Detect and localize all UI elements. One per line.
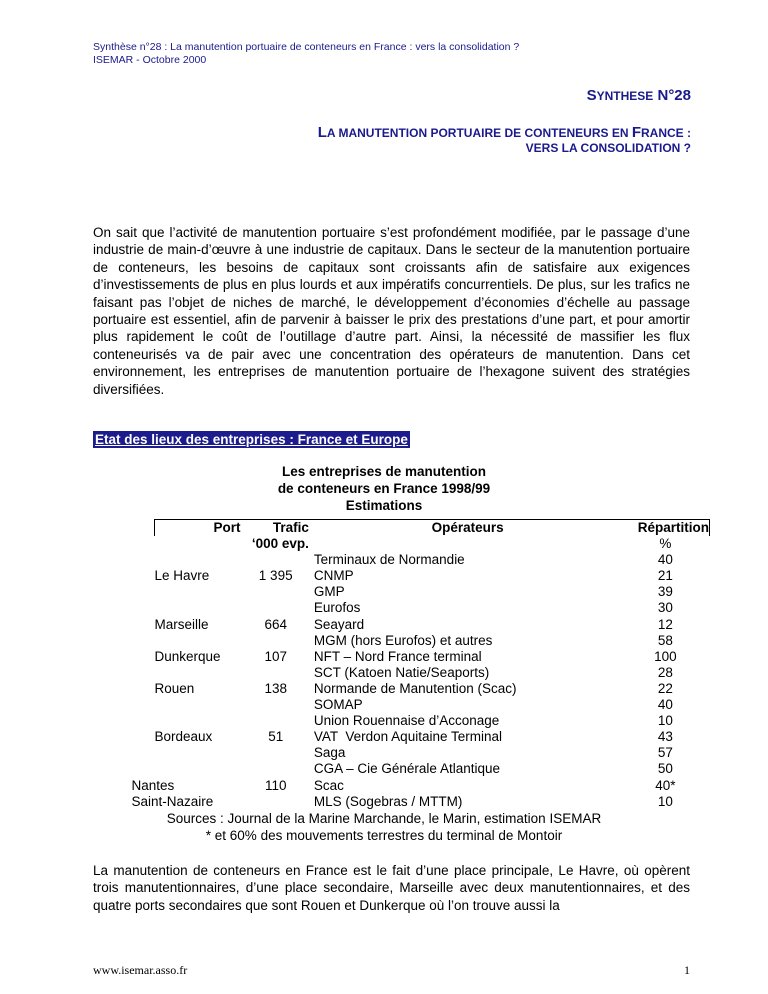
share-cell: 28 [657,664,673,680]
col-header-trafic: Trafic [243,520,309,537]
operator-cell: Seayard [313,616,365,632]
trafic-cell: 138 [264,680,287,696]
operator-cell: Normande de Manutention (Scac) [313,680,517,696]
col-header-trafic-unit: ‘000 evp. [251,536,309,552]
share-cell: 21 [657,568,673,584]
trafic-cell: 51 [268,729,284,745]
operators-table [131,519,710,810]
share-cell: 39 [657,584,673,600]
trafic-cell: 107 [264,648,287,664]
table-caption-line-2: de conteneurs en France 1998/99 [277,481,491,496]
share-cell: 40 [657,552,673,568]
body-paragraph: La manutention de conteneurs en France est le fait d’une place principale, Le Havre, où opèrent trois manutentionnaires, d’une place secondaire, Marseille avec deux manutentionnaires, et des quatre ports secondaires que sont Rouen et Dunkerque où l’on trouve aussi la [93,863,690,913]
document-title-line-2: VERS LA CONSOLIDATION ? [525,141,691,155]
share-cell: 30 [657,600,673,616]
sources-line: Sources : Journal de la Marine Marchande, le Marin, estimation ISEMAR [166,811,602,826]
page-number: 1 [684,963,690,977]
port-cell [131,761,243,809]
operator-cell: VAT Verdon Aquitaine Terminal [313,729,502,745]
share-cell: 22 [657,680,673,696]
share-cell: 10 [657,793,673,809]
footnote-line: * et 60% des mouvements terrestres du terminal de Montoir [205,828,563,843]
footer-website: www.isemar.asso.fr [93,963,188,977]
operator-cell: MLS (Sogebras / MTTM) [313,793,463,809]
table-sources [0,810,768,844]
operator-cell: Union Rouennaise d’Acconage [313,713,500,729]
share-cell: 12 [657,616,673,632]
intro-paragraph: On sait que l’activité de manutention portuaire s’est profondément modifiée, par le passage d’une industrie de main-d’œuvre à une industrie de capitaux. Dans le secteur de la manutention portuaire de conteneurs, les besoins de capitaux sont croissants afin de satisfaire aux exigences d’investissements de plus en plus lourds et aux impératifs concurrentiels. De plus, sur les trafics ne faisant pas l’objet de niches de marché, le développement d’économies d’échelle au passage portuaire est essentiel, afin de parvenir à baisser le prix des prestations d’une part, et pour amortir plus rapidement le coût de l’outillage d’autre part. Ainsi, la nécessité de massifier les flux conteneurisés va de pair avec une concentration des opérateurs de manutention. Dans cet environnement, les entreprises de manutention portuaire de l’hexagone suivent des stratégies diversifiées. [93,225,690,397]
col-header-repartition-unit: % [659,536,672,552]
port-cell: Rouen [154,680,195,696]
port-cell: Dunkerque [154,648,221,664]
trafic-cell: 1 395 [258,568,293,584]
trafic-cell: 664 [264,616,287,632]
table-row [155,552,710,568]
operator-cell: Terminaux de Normandie [313,552,465,568]
operator-cell: Saga [313,745,346,761]
share-cell: 58 [657,632,673,648]
port-name: Saint-Nazaire [131,793,214,809]
share-cell: 10 [657,713,673,729]
operator-cell: GMP [313,584,345,600]
table-caption-line-1: Les entreprises de manutention [281,464,487,479]
table-row [155,729,710,745]
share-cell: 40 [657,697,673,713]
table-caption [0,463,768,514]
synthese-label: SYNTHESE N°28 [586,87,691,104]
section-heading: Etat des lieux des entreprises : France et Europe [95,432,408,447]
port-name: Nantes [131,777,175,793]
table-row [155,665,710,681]
operator-cell: MGM (hors Eurofos) et autres [313,632,493,648]
table-caption-line-3: Estimations [345,498,423,513]
table-header-row-2 [155,536,710,552]
operator-cell: SOMAP [313,697,363,713]
share-cell: 57 [657,745,673,761]
col-header-port: Port [155,520,243,537]
port-cell: Le Havre [154,568,210,584]
table-row [155,761,710,777]
operator-cell: CGA – Cie Générale Atlantique [313,761,500,777]
operator-cell: SCT (Katoen Natie/Seaports) [313,664,490,680]
table-row [155,600,710,616]
document-title-line-1: LA MANUTENTION PORTUAIRE DE CONTENEURS EN FRANCE : [317,124,691,141]
trafic-cell: 110 [264,777,287,793]
share-cell: 43 [657,729,673,745]
operator-cell: CNMP [313,568,354,584]
header-line-1: Synthèse n°28 : La manutention portuaire de conteneurs en France : vers la consolidation ? [93,41,520,53]
col-header-repartition: Répartition [621,520,709,537]
operator-cell: Eurofos [313,600,361,616]
operator-cell: NFT – Nord France terminal [313,648,482,664]
share-cell: 40* [655,777,676,793]
header-line-2: ISEMAR - Octobre 2000 [93,54,207,66]
port-cell: Bordeaux [154,729,213,745]
table-row [155,649,710,665]
port-cell: Marseille [154,616,209,632]
table-header-row [155,520,710,537]
col-header-operateurs: Opérateurs [309,520,621,537]
operator-cell: Scac [313,777,344,793]
share-cell: 100 [654,648,677,664]
running-header [93,41,519,67]
share-cell: 50 [657,761,673,777]
